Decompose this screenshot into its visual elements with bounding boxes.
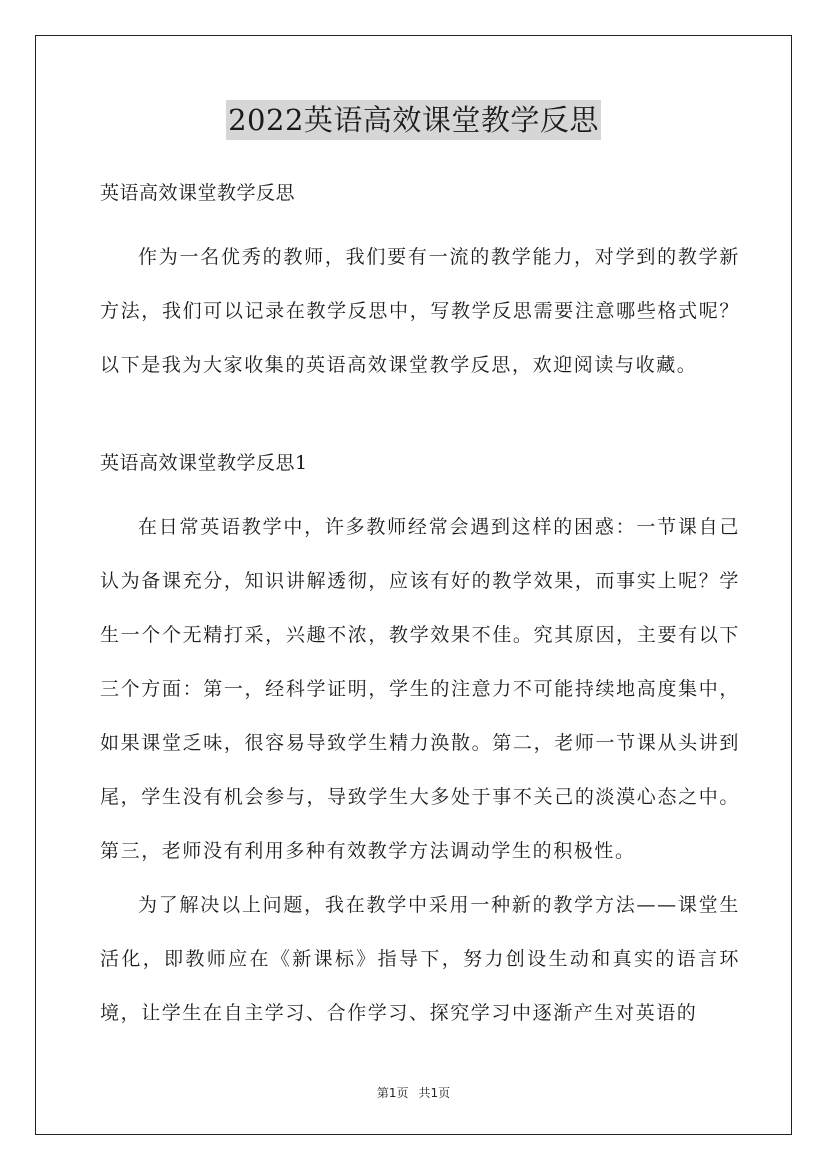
body-paragraph: 为了解决以上问题，我在教学中采用一种新的教学方法——课堂生活化，即教师应在《新课标》指导下，努力创设生动和真实的语言环境，让学生在自主学习、合作学习、探究学习中逐渐产生对英语的: [100, 894, 740, 1024]
page-count: 共1页: [418, 1086, 451, 1100]
body-paragraph: 在日常英语教学中，许多教师经常会遇到这样的困惑：一节课自己认为备课充分，知识讲解透彻，应该有好的教学效果，而事实上呢？学生一个个无精打采，兴趣不浓，教学效果不佳。究其原因，主要有以下三个方面：第一，经科学证明，学生的注意力不可能持续地高度集中，如果课堂乏味，很容易导致学生精力涣散。第二，老师一节课从头讲到尾，学生没有机会参与，导致学生大多处于事不关己的淡漠心态之中。第三，老师没有利用多种有效教学方法调动学生的积极性。: [100, 516, 740, 862]
intro-paragraph: 作为一名优秀的教师，我们要有一流的教学能力，对学到的教学新方法，我们可以记录在教学反思中，写教学反思需要注意哪些格式呢？以下是我为大家收集的英语高效课堂教学反思，欢迎阅读与收藏。: [100, 246, 740, 376]
section-heading: 英语高效课堂教学反思1: [100, 452, 308, 474]
document-title: 2022英语高效课堂教学反思: [226, 100, 601, 140]
page-footer: [0, 1084, 827, 1101]
page-number: 第1页: [376, 1086, 409, 1100]
title-container: [0, 100, 827, 140]
document-body: [100, 174, 740, 1040]
intro-heading: 英语高效课堂教学反思: [100, 182, 296, 204]
